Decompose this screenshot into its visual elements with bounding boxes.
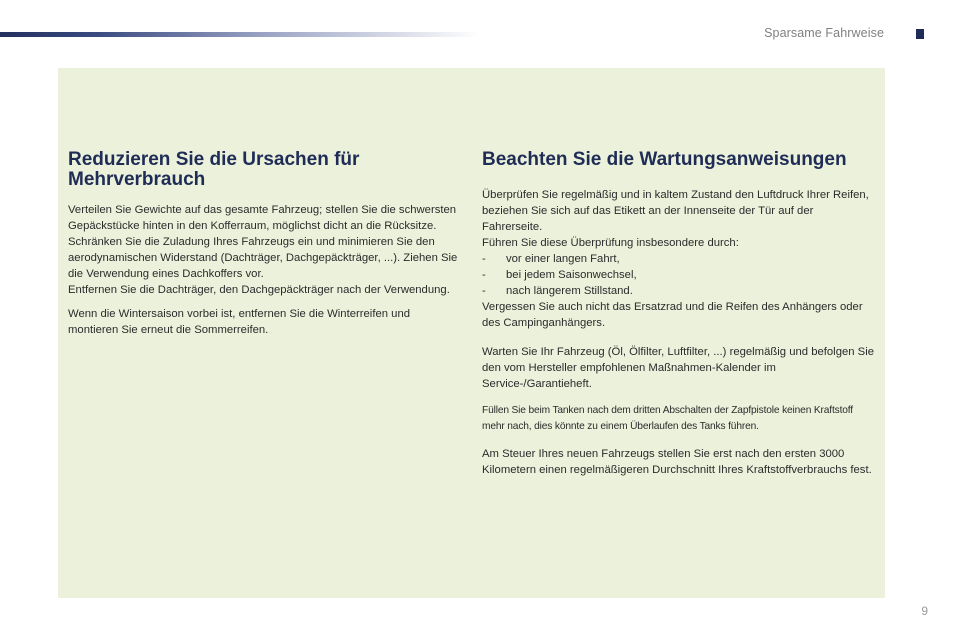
right-after-list: Vergessen Sie auch nicht das Ersatzrad und die Reifen des Anhängers oder des Campinganhängers. xyxy=(482,301,863,329)
right-column xyxy=(482,150,874,478)
left-paragraph-1: Verteilen Sie Gewichte auf das gesamte Fahrzeug; stellen Sie die schwersten Gepäckstücke hinten in den Kofferraum, möglichst dicht an die Rücksitze. xyxy=(68,204,457,232)
right-small-note: Füllen Sie beim Tanken nach dem dritten Abschalten der Zapfpistole keinen Kraftstoff mehr nach, dies könnte zu einem Überlaufen des Tanks führen. xyxy=(482,405,853,432)
list-item: - vor einer langen Fahrt, xyxy=(482,251,874,267)
list-item: - bei jedem Saisonwechsel, xyxy=(482,267,874,283)
header-gradient-bar xyxy=(0,32,480,37)
section-title: Sparsame Fahrweise xyxy=(764,26,884,40)
list-item: - nach längerem Stillstand. xyxy=(482,283,874,299)
content-panel xyxy=(58,68,885,598)
left-paragraph-2: Schränken Sie die Zuladung Ihres Fahrzeugs ein und minimieren Sie den aerodynamischen Widerstand (Dachträger, Dachgepäckträger, ...). Ziehen Sie die Verwendung eines Dachkoffers vor. xyxy=(68,236,458,280)
check-list xyxy=(482,251,874,299)
page-number: 9 xyxy=(921,604,928,618)
right-closing: Am Steuer Ihres neuen Fahrzeugs stellen Sie erst nach den ersten 3000 Kilometern einen regelmäßigeren Durchschnitt Ihres Kraftstoffverbrauchs fest. xyxy=(482,448,872,476)
section-marker-icon xyxy=(916,29,924,39)
right-heading: Beachten Sie die Wartungsanweisungen xyxy=(482,149,847,170)
right-maintenance: Warten Sie Ihr Fahrzeug (Öl, Ölfilter, Luftfilter, ...) regelmäßig und befolgen Sie den vom Hersteller empfohlenen Maßnahmen-Kalender im Service-/Garantieheft. xyxy=(482,346,875,390)
left-heading: Reduzieren Sie die Ursachen für Mehrverbrauch xyxy=(68,149,360,190)
right-list-intro: Führen Sie diese Überprüfung insbesondere durch: xyxy=(482,237,739,249)
left-column xyxy=(68,150,460,338)
left-paragraph-3: Entfernen Sie die Dachträger, den Dachgepäckträger nach der Verwendung. xyxy=(68,284,450,296)
right-intro: Überprüfen Sie regelmäßig und in kaltem Zustand den Luftdruck Ihrer Reifen, beziehen Sie sich auf das Etikett an der Innenseite der Tür auf der Fahrerseite. xyxy=(482,189,869,233)
left-paragraph-4: Wenn die Wintersaison vorbei ist, entfernen Sie die Winterreifen und montieren Sie erneut die Sommerreifen. xyxy=(68,308,411,336)
